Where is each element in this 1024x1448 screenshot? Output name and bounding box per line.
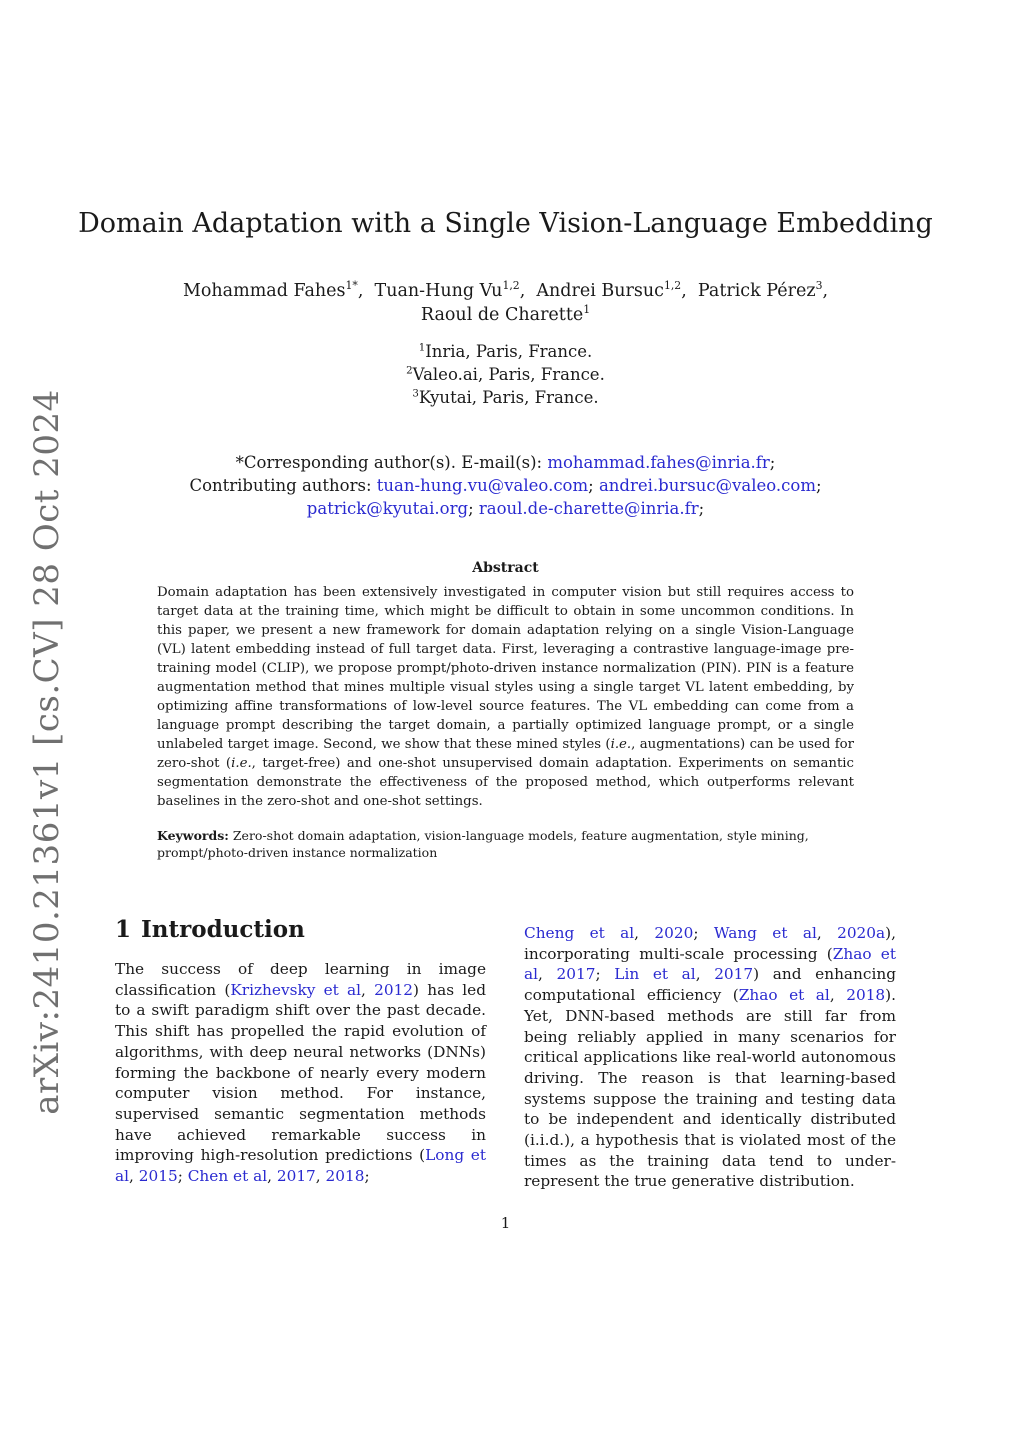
affil-mark: 3 — [412, 388, 419, 400]
citation-link[interactable]: Wang et al — [713, 924, 817, 942]
citation-year-link[interactable]: 2020a — [837, 924, 886, 942]
citation-year-link[interactable]: 2017 — [714, 965, 754, 984]
author-name: Mohammad Fahes — [182, 281, 346, 301]
citation-year-link[interactable]: 2018 — [846, 986, 886, 1005]
affil-mark: 1 — [418, 342, 426, 354]
author-name: Tuan-Hung Vu — [374, 281, 503, 301]
body-text: ), incorporating multi-scale processing ( — [524, 924, 896, 963]
intro-column-left: The success of deep learning in image classification (Krizhevsky et al, 2012) has led to a swift paradigm shift over the past decade. This shift has propelled the rapid evolution of algorithms, with deep neural networks (DNNs) forming the backbone of nearly every modern computer vision method. For instance, supervised semantic segmentation methods have achieved remarkable success in improving high-resolution predictions (Long et al, 2015; Chen et al, 2017, 2018; — [115, 960, 487, 1186]
citation-link[interactable]: Zhao et al — [738, 986, 830, 1005]
citation-link[interactable]: Lin et al — [614, 965, 696, 984]
arxiv-id-text: arXiv:2410.21361v1 [cs.CV] 28 Oct 2024 — [27, 389, 67, 1115]
affiliation-list — [0, 340, 1011, 409]
contributing-label: Contributing authors: — [189, 476, 372, 495]
citation-year-link[interactable]: 2015 — [138, 1167, 178, 1186]
author-name: Patrick Pérez — [697, 281, 816, 301]
affil-text: Kyutai, Paris, France. — [418, 388, 599, 407]
affiliation — [0, 340, 1011, 363]
keywords — [157, 827, 854, 861]
email-link[interactable]: andrei.bursuc@valeo.com — [598, 476, 816, 495]
arxiv-sidebar-stamp — [22, 389, 72, 1115]
affiliation — [0, 363, 1011, 386]
author-affil-mark: 1,2 — [663, 279, 682, 293]
email-link[interactable]: raoul.de-charette@inria.fr — [478, 499, 699, 518]
citation-link[interactable]: Long et al — [115, 1146, 486, 1186]
citation-year-link[interactable]: 2017 — [556, 965, 596, 984]
section-number: 1 — [115, 916, 132, 943]
affil-mark: 2 — [406, 365, 413, 377]
citation-link[interactable]: Chen et al — [187, 1167, 268, 1186]
citation-link[interactable]: Krizhevsky et al — [230, 980, 362, 999]
citation-link[interactable]: Cheng et al — [524, 924, 635, 942]
body-text: ) has led to a swift paradigm shift over the past decade. This shift has propelled the rapid evolution of algorithms, with deep neural networks (DNNs) forming the backbone of nearly every modern computer vision method. For instance, supervised semantic segmentation methods have achieved remarkable success in improving high-resolution predictions ( — [115, 980, 487, 1165]
body-text: ). Yet, DNN-based methods are still far from being reliably applied in many scenarios for critical applications like real-world autonomous driving. The reason is that learning-based systems suppose the training and testing data to be independent and identically distributed (i.i.d.), a hypothesis that is violated most of the times as the training data tend to under-represent the true generative distribution. — [524, 986, 897, 1191]
abstract-heading: Abstract — [472, 560, 539, 576]
abstract-text: , augmentations) can be used for zero-shot ( — [157, 737, 854, 771]
section-heading — [115, 916, 305, 943]
corresponding-label: *Corresponding author(s). E-mail(s): — [235, 453, 543, 472]
abstract-text: , target-free) and one-shot unsupervised domain adaptation. Experiments on semantic segmentation demonstrate the effectiveness of the proposed method, which outperforms relevant baselines in the zero-shot and one-shot settings. — [157, 756, 854, 809]
paper-title: Domain Adaptation with a Single Vision-Language Embedding — [78, 208, 933, 239]
citation-year-link[interactable]: 2012 — [374, 980, 414, 999]
affiliation — [0, 386, 1011, 409]
citation-year-link[interactable]: 2020 — [654, 924, 694, 942]
contact-emails: *Corresponding author(s). E-mail(s): mohammad.fahes@inria.fr; Contributing authors: tuan-hung.vu@valeo.com; andrei.bursuc@valeo.com; patrick@kyutai.org; raoul.de-charette@inria.fr; — [189, 453, 822, 518]
author-name: Raoul de Charette — [420, 305, 584, 325]
keywords-text: Zero-shot domain adaptation, vision-language models, feature augmentation, style mining, prompt/photo-driven instance normalization — [157, 828, 809, 860]
email-link[interactable]: patrick@kyutai.org — [306, 499, 469, 518]
abstract-text: Domain adaptation has been extensively investigated in computer vision but still requires access to target data at the training time, which might be difficult to obtain in some uncommon conditions. In this paper, we present a new framework for domain adaptation relying on a single Vision-Language (VL) latent embedding instead of full target data. First, leveraging a contrastive language-image pre-training model (CLIP), we propose prompt/photo-driven instance normalization (PIN). PIN is a feature augmentation method that mines multiple visual styles using a single target VL latent embedding, by optimizing affine transformations of low-level source features. The VL embedding can come from a language prompt describing the target domain, a partially optimized language prompt, or a single unlabeled target image. Second, we show that these mined styles ( — [157, 585, 854, 752]
section-title: Introduction — [141, 916, 305, 943]
email-link[interactable]: mohammad.fahes@inria.fr — [547, 453, 770, 472]
author-affil-mark: 1 — [583, 303, 591, 317]
keywords-label: Keywords: — [157, 828, 229, 843]
affil-text: Valeo.ai, Paris, France. — [412, 365, 605, 384]
author-affil-mark: 1,2 — [502, 279, 520, 293]
abstract-body — [157, 583, 854, 811]
email-link[interactable]: tuan-hung.vu@valeo.com — [376, 476, 589, 495]
citation-link[interactable]: Zhao et al — [524, 944, 896, 984]
author-affil-mark: 1* — [345, 279, 358, 293]
author-list: Mohammad Fahes$^{1*}$, Tuan-Hung Vu$^{1,2}$, Andrei Bursuc$^{1,2}$, Patrick Pérez$^3$, Raoul de Charette$^1$ — [182, 279, 829, 325]
body-text: ) and enhancing computational efficiency ( — [524, 965, 896, 1005]
intro-column-right: Cheng et al, 2020; Wang et al, 2020a), incorporating multi-scale processing (Zhao et al, 2017; Lin et al, 2017) and enhancing computational efficiency (Zhao et al, 2018). Yet, DNN-based methods are still far from being reliably applied in many scenarios for critical applications like real-world autonomous driving. The reason is that learning-based systems suppose the training and testing data to be independent and identically distributed (i.i.d.), a hypothesis that is violated most of the times as the training data tend to under-represent the true generative distribution. — [524, 924, 897, 1191]
body-text: The success of deep learning in image classification ( — [115, 960, 486, 999]
author-affil-mark: 3 — [815, 279, 823, 293]
affil-text: Inria, Paris, France. — [425, 342, 593, 361]
page-number: 1 — [500, 1214, 511, 1232]
citation-year-link[interactable]: 2018 — [325, 1167, 365, 1186]
author-name: Andrei Bursuc — [536, 281, 664, 301]
abstract-italic: i.e. — [610, 737, 632, 752]
abstract-italic: i.e. — [231, 756, 252, 771]
citation-year-link[interactable]: 2017 — [276, 1167, 316, 1186]
